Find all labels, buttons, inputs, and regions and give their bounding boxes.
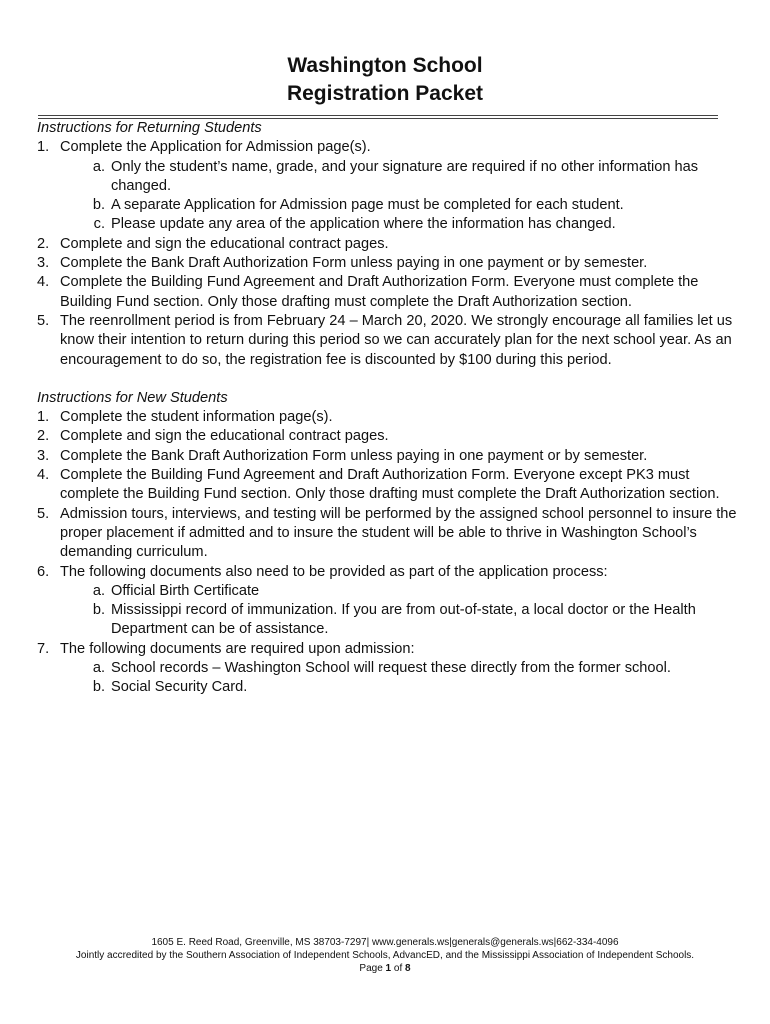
list-item-text: Complete and sign the educational contract pages. [60,235,389,252]
list-number: 6. [37,563,50,580]
title-line-2: Registration Packet [286,82,484,105]
list-number: 3. [37,447,50,464]
new-item-6 [37,563,737,582]
returning-item-3 [37,254,737,273]
title-line-1: Washington School [287,54,483,77]
new-item-2 [37,427,737,446]
new-item-7 [37,640,737,659]
returning-item-1 [37,138,737,157]
sublist-letter: b. [92,602,105,619]
list-item-text: Complete the Bank Draft Authorization Form unless paying in one payment or by semester. [60,255,648,272]
title-rule-top [38,115,718,116]
list-number: 1. [37,139,50,156]
section-spacer [37,370,737,389]
sublist-item-text: Only the student’s name, grade, and your signature are required if no other information has changed. [111,158,699,194]
list-number: 5. [37,505,50,522]
returning-item-2 [37,235,737,254]
new-students-list [37,408,737,697]
list-number: 5. [37,312,50,329]
sublist-letter: a. [92,582,105,599]
document-title [0,52,770,108]
list-number: 3. [37,255,50,272]
list-number: 4. [37,467,50,484]
list-item-text: Complete and sign the educational contract pages. [60,428,389,445]
sublist-item-text: Please update any area of the application where the information has changed. [111,216,616,233]
new-subitem-7-2 [37,678,737,697]
sublist-item-text: A separate Application for Admission page must be completed for each student. [111,197,624,214]
new-item-5 [37,505,737,563]
list-item-text: The following documents also need to be provided as part of the application process: [60,563,608,580]
new-subitem-6-2 [37,601,737,640]
footer-address: 1605 E. Reed Road, Greenville, MS 38703-7297| www.generals.ws|generals@generals.ws|662-334-4096 [151,937,619,948]
list-item-text: The following documents are required upon admission: [60,640,415,657]
returning-subitem-1-2 [37,196,737,215]
sublist-item-text: School records – Washington School will request these directly from the former school. [111,660,671,677]
new-item-3 [37,447,737,466]
list-item-text: The reenrollment period is from February 24 – March 20, 2020. We strongly encourage all families let us know their intention to return during this period so we can accurately plan for the next school year. As an encouragement to do so, the registration fee is discounted by $100 during this period. [60,312,733,368]
page-total: 8 [405,963,411,974]
list-number: 2. [37,428,50,445]
sublist-letter: a. [92,158,105,175]
new-subitem-6-1 [37,582,737,601]
page-number [0,962,770,975]
sublist-item-text: Official Birth Certificate [111,582,260,599]
new-item-4 [37,466,737,505]
sublist-letter: c. [93,216,105,233]
page-word: Page [359,963,383,974]
returning-item-5 [37,312,737,370]
new-subitem-7-1 [37,659,737,678]
list-number: 1. [37,409,50,426]
sublist-letter: b. [92,197,105,214]
new-students-heading: Instructions for New Students [37,389,228,406]
returning-subitem-1-1 [37,158,737,197]
returning-students-heading: Instructions for Returning Students [37,120,262,136]
sublist-letter: b. [92,679,105,696]
list-item-text: Complete the Building Fund Agreement and Draft Authorization Form. Everyone must complete the Building Fund section. Only those drafting must complete the Draft Authorization section. [60,274,699,310]
returning-subitem-1-3 [37,215,737,234]
returning-item-4 [37,273,737,312]
new-item-1 [37,408,737,427]
list-number: 4. [37,274,50,291]
list-item-text: Admission tours, interviews, and testing will be performed by the assigned school personnel to insure the proper placement if admitted and to insure the student will be able to thrive in Washington School’s demanding curriculum. [60,505,737,561]
instructions-body [37,119,737,698]
returning-students-list [37,138,737,370]
footer-accreditation: Jointly accredited by the Southern Association of Independent Schools, AdvancED, and the Mississippi Association of Independent Schools. [75,950,695,961]
page-of: of [393,963,403,974]
sublist-item-text: Social Security Card. [111,679,248,696]
sublist-item-text: Mississippi record of immunization. If you are from out-of-state, a local doctor or the Health Department can be of assistance. [111,602,696,638]
list-item-text: Complete the Bank Draft Authorization Form unless paying in one payment or by semester. [60,447,648,464]
page-current: 1 [385,963,392,974]
list-item-text: Complete the student information page(s). [60,409,333,426]
list-number: 7. [37,640,50,657]
list-item-text: Complete the Application for Admission page(s). [60,139,371,156]
sublist-letter: a. [92,660,105,677]
list-item-text: Complete the Building Fund Agreement and Draft Authorization Form. Everyone except PK3 must complete the Building Fund section. Only those drafting must complete the Draft Authorization section. [60,467,720,503]
page-footer [0,936,770,975]
list-number: 2. [37,235,50,252]
